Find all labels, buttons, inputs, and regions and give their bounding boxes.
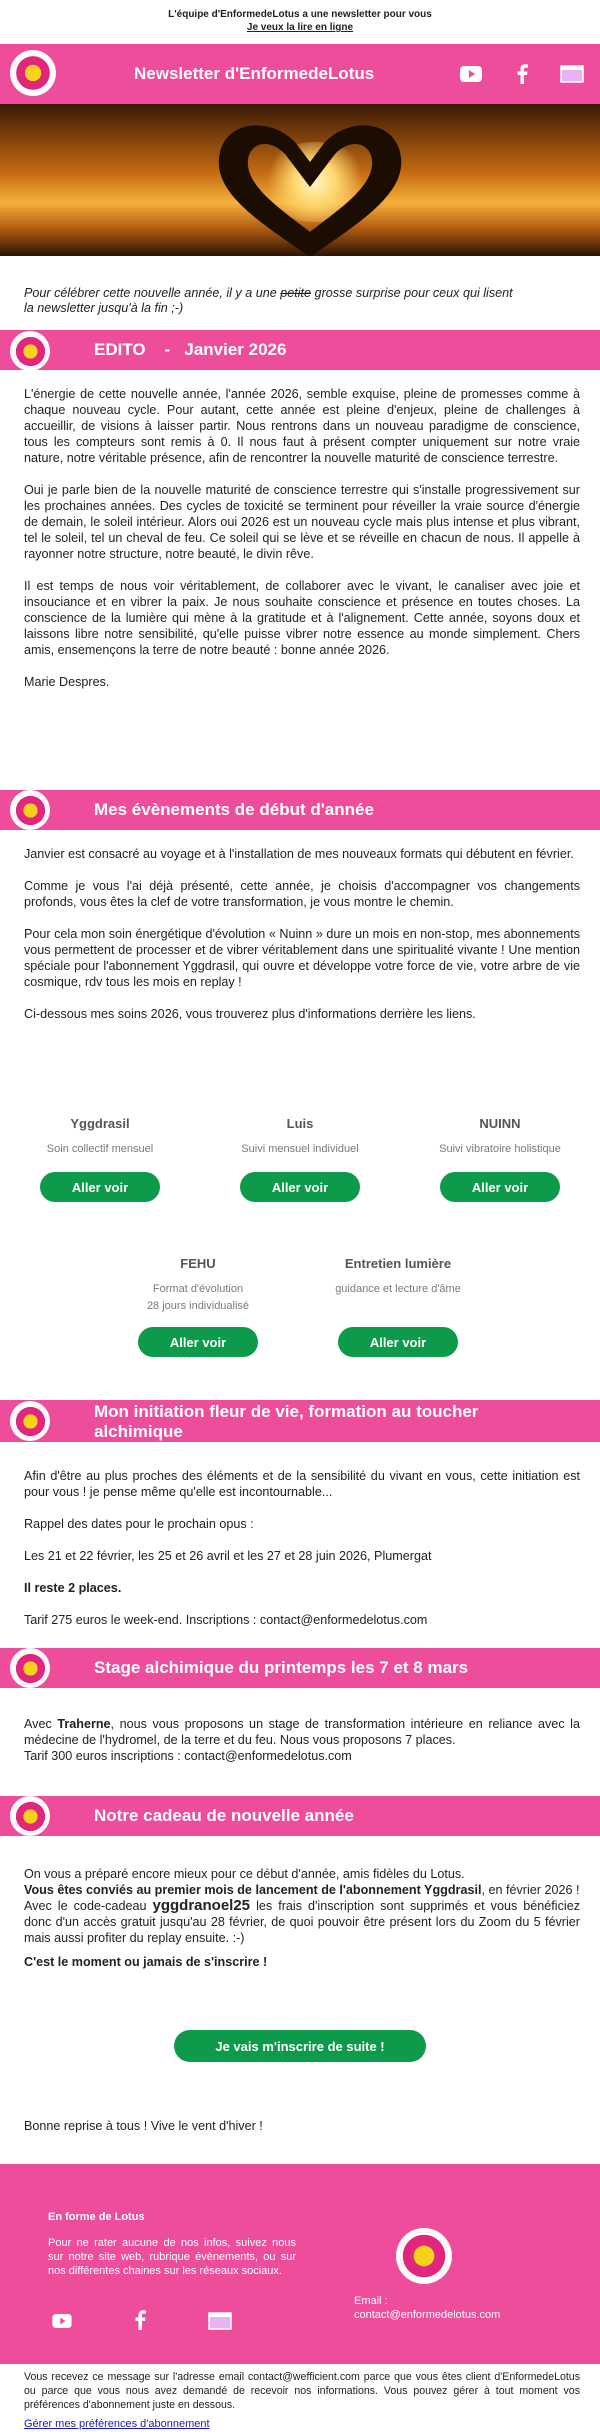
gift-code: yggdranoel25	[152, 1897, 251, 1914]
initiation-bar	[0, 1400, 600, 1442]
lotus-logo	[10, 790, 50, 830]
product-subtitle: Soin collectif mensuel	[46, 1143, 154, 1155]
legal-text: Vous recevez ce message sur l'adresse email contact@wefficient.com parce que vous êtes client d'EnformedeLotus ou parce que vous nous avez demandé de recevoir nos informations. Vous pouvez gérer à tout moment vos préférences d'abonnement juste en dessous.	[24, 2371, 580, 2411]
closing-text: Bonne reprise à tous ! Vive le vent d'hiver !	[24, 2119, 263, 2133]
product-subtitle: Suivi mensuel individuel	[241, 1143, 359, 1155]
footer-text: Pour ne rater aucune de nos infos, suivez nous sur notre site web, rubrique évènements, ou sur nos différentes chaines sur les réseaux sociaux.	[48, 2237, 296, 2277]
footer-email-label: Email :	[354, 2295, 388, 2307]
lotus-logo	[10, 1401, 50, 1441]
lotus-logo	[10, 1648, 50, 1688]
initiation-paragraph: Tarif 275 euros le week-end. Inscriptions : contact@enformedelotus.com	[24, 1613, 428, 1627]
events-paragraph: Janvier est consacré au voyage et à l'installation de mes nouveaux formats qui débutent en février.	[24, 847, 574, 861]
website-icon[interactable]	[208, 2312, 232, 2330]
product-subtitle: Format d'évolution	[152, 1283, 244, 1295]
lotus-logo	[10, 1796, 50, 1836]
hero-image-heart-hands	[0, 104, 600, 256]
stage-paragraph: Tarif 300 euros inscriptions : contact@enformedelotus.com	[24, 1749, 352, 1763]
initiation-paragraph: Rappel des dates pour le prochain opus :	[24, 1517, 254, 1531]
lotus-logo	[10, 331, 50, 371]
gift-title: Notre cadeau de nouvelle année	[94, 1806, 354, 1825]
edito-title: EDITO - Janvier 2026	[94, 340, 287, 359]
subscribe-cta-button[interactable]: Je vais m'inscrire de suite !	[174, 2030, 426, 2062]
product-name: Yggdrasil	[70, 1116, 130, 1131]
youtube-icon[interactable]	[460, 66, 482, 82]
footer-email[interactable]: contact@enformedelotus.com	[354, 2309, 501, 2321]
stage-bar	[0, 1648, 600, 1688]
product-name: Entretien lumière	[344, 1256, 452, 1271]
see-nuinn-button[interactable]: Aller voir	[440, 1172, 560, 1202]
see-luis-button[interactable]: Aller voir	[240, 1172, 360, 1202]
events-bar	[0, 790, 600, 830]
header-bar	[0, 44, 600, 104]
website-icon[interactable]	[560, 65, 584, 83]
gift-paragraph: Avec le code-cadeau yggdranoel25 les frais d'inscription sont supprimés et vous bénéficiez donc d'un accès gratuit jusqu'au 28 février, de quoi pouvoir être présent lors du Zoom du 5 février mais aussi profiter du replay ensuite. :-)	[24, 1897, 581, 1945]
read-online-link[interactable]: Je veux la lire en ligne	[246, 22, 354, 33]
edito-bar	[0, 330, 600, 370]
footer	[0, 2164, 600, 2364]
gift-bar	[0, 1796, 600, 1836]
facebook-icon[interactable]	[516, 64, 528, 84]
product-subtitle: 28 jours individualisé	[146, 1300, 250, 1312]
gift-paragraph: On vous a préparé encore mieux pour ce début d'année, amis fidèles du Lotus.	[24, 1867, 465, 1881]
stage-paragraph: Avec Traherne, nous vous proposons un stage de transformation intérieure en reliance avec la médecine de l'hydromel, de la terre et du feu. Nous vous proposons 7 places.	[24, 1717, 580, 1747]
initiation-paragraph: Les 21 et 22 février, les 25 et 26 avril et les 27 et 28 juin 2026, Plumergat	[24, 1549, 432, 1563]
stage-title: Stage alchimique du printemps les 7 et 8 mars	[94, 1658, 469, 1677]
intro-text: Pour célébrer cette nouvelle année, il y a une petite grosse surprise pour ceux qui lisent la newsletter jusqu'à la fin ;-)	[24, 286, 513, 315]
product-name: NUINN	[479, 1116, 521, 1131]
edito-signature: Marie Despres.	[24, 675, 110, 689]
see-yggdrasil-button[interactable]: Aller voir	[40, 1172, 160, 1202]
events-paragraph: Pour cela mon soin énergétique d'évolution « Nuinn » dure un mois en non-stop, mes abonnements vous permettent de processer et de vibrer véritablement dans une spiritualité vivante ! Une mention spéciale pour l'abonnement Yggdrasil, qui ouvre et développe votre force de vie, votre arbre de vie cosmique, rdv tous les mois en replay !	[24, 927, 580, 989]
product-card	[328, 1256, 468, 1357]
events-paragraph: Ci-dessous mes soins 2026, vous trouverez plus d'informations derrière les liens.	[24, 1007, 476, 1021]
see-entretien-button[interactable]: Aller voir	[338, 1327, 458, 1357]
edito-paragraph: Il est temps de nous voir véritablement, de collaborer avec le vivant, le canaliser avec joie et insouciance et en vibrer la paix. Je nous souhaite conscience et présence en toutes choses. La conscience de la lumière qui mène à la gratitude et à l'alignement. Cette année, soyons doux et laissons libre notre sensibilité, qu'elle puisse vibrer notre essence au monde simplement. Chers amis, ensemençons la terre de notre beauté : bonne année 2026.	[24, 579, 580, 657]
events-title: Mes évènements de début d'année	[94, 800, 374, 819]
youtube-icon[interactable]	[52, 2314, 72, 2328]
edito-paragraph: Oui je parle bien de la nouvelle maturité de conscience terrestre qui s'installe progressivement sur les prochaines années. Des cycles de toxicité se terminent pour réveiller la vraie source d'énergie de demain, le soleil intérieur. Alors oui 2026 est un nouveau cycle mais plus intense et plus vibrant, tel le soleil, tel un cheval de feu. Ce soleil qui se lève et se réveille en chacun de nous. Il appelle à rayonner notre structure, notre beauté, le divin rêve.	[24, 483, 580, 561]
manage-preferences-link[interactable]: Gérer mes préférences d'abonnement	[24, 2418, 210, 2430]
product-subtitle: Suivi vibratoire holistique	[439, 1143, 561, 1155]
events-paragraph: Comme je vous l'ai déjà présenté, cette année, je choisis d'accompagner vos changements profonds, vous êtes la clef de votre transformation, je vous montre le chemin.	[24, 879, 580, 909]
product-card	[128, 1256, 268, 1357]
preheader-text: L'équipe d'EnformedeLotus a une newsletter pour vous	[168, 9, 432, 20]
gift-call: C'est le moment ou jamais de s'inscrire !	[24, 1955, 268, 1969]
product-card	[230, 1116, 370, 1202]
product-name: Luis	[286, 1116, 314, 1131]
newsletter-title: Newsletter d'EnformedeLotus	[134, 64, 375, 83]
lotus-logo	[396, 2228, 452, 2284]
product-card	[430, 1116, 570, 1202]
facebook-icon[interactable]	[134, 2310, 146, 2330]
lotus-logo	[10, 50, 56, 96]
product-name: FEHU	[180, 1256, 216, 1271]
edito-paragraph: L'énergie de cette nouvelle année, l'année 2026, semble exquise, pleine de promesses comme à chaque nouveau cycle. Pour autant, cette année est pleine d'enjeux, pleine de challenges à accueillir, de visions à laisser partir. Nous rentrons dans un nouveau paradigme de conscience, tous les compteurs sont remis à 0. Il nous faut à présent compter uniquement sur notre vraie nature, notre véritable présence, afin de rencontrer la nouvelle maturité de conscience terrestre.	[24, 387, 580, 465]
product-card	[30, 1116, 170, 1202]
initiation-paragraph: Afin d'être au plus proches des éléments et de la sensibilité du vivant en vous, cette initiation est pour vous ! je pense même qu'elle est incontournable...	[24, 1469, 580, 1499]
product-subtitle: guidance et lecture d'âme	[335, 1283, 461, 1295]
see-fehu-button[interactable]: Aller voir	[138, 1327, 258, 1357]
initiation-title: Mon initiation fleur de vie, formation au toucher alchimique	[94, 1402, 479, 1441]
initiation-places: Il reste 2 places.	[24, 1581, 122, 1595]
gift-paragraph: Vous êtes conviés au premier mois de lancement de l'abonnement Yggdrasil, en février 2026 !	[24, 1883, 580, 1897]
footer-brand: En forme de Lotus	[48, 2211, 145, 2223]
